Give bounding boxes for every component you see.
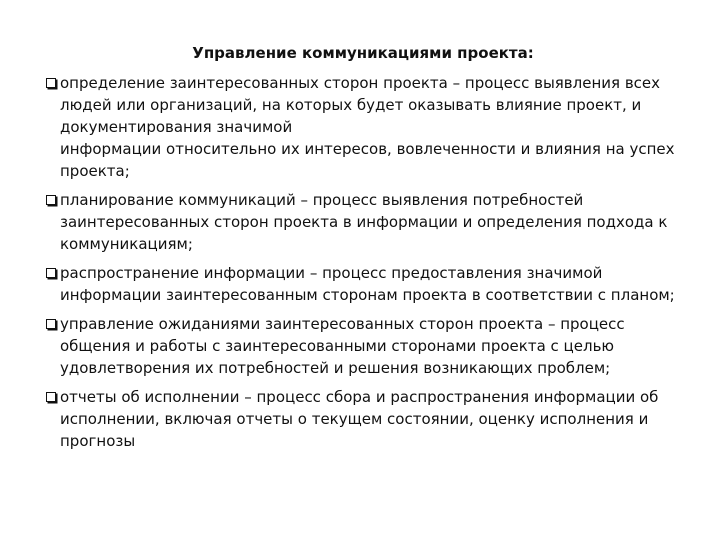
list-item xyxy=(46,262,680,306)
checkbox-bullet-icon xyxy=(46,268,56,278)
list-item xyxy=(46,72,680,182)
list-item-text: распространение информации – процесс предоставления значимой информации заинтересованным сторонам проекта в соответствии с планом; xyxy=(60,264,675,304)
list-item xyxy=(46,386,680,452)
checkbox-bullet-icon xyxy=(46,319,56,329)
checkbox-bullet-icon xyxy=(46,195,56,205)
list-item-text-continued: информации относительно их интересов, вовлеченности и влияния на успех проекта; xyxy=(60,140,675,180)
list-item-text: отчеты об исполнении – процесс сбора и распространения информации об исполнении, включая отчеты о текущем состоянии, оценку исполнения и прогнозы xyxy=(60,388,659,450)
bullet-list xyxy=(46,72,680,452)
list-item xyxy=(46,189,680,255)
list-item-text: определение заинтересованных сторон проекта – процесс выявления всех людей или организаций, на которых будет оказывать влияние проект, и документирования значимой xyxy=(60,74,661,136)
list-item-text: управление ожиданиями заинтересованных сторон проекта – процесс общения и работы с заинтересованными сторонами проекта с целью удовлетворения их потребностей и решения возникающих проблем; xyxy=(60,315,625,377)
list-item xyxy=(46,313,680,379)
checkbox-bullet-icon xyxy=(46,78,56,88)
checkbox-bullet-icon xyxy=(46,392,56,402)
slide-title: Управление коммуникациями проекта: xyxy=(192,44,534,62)
list-item-text: планирование коммуникаций – процесс выявления потребностей заинтересованных сторон проекта в информации и определения подхода к коммуникациям; xyxy=(60,191,668,253)
